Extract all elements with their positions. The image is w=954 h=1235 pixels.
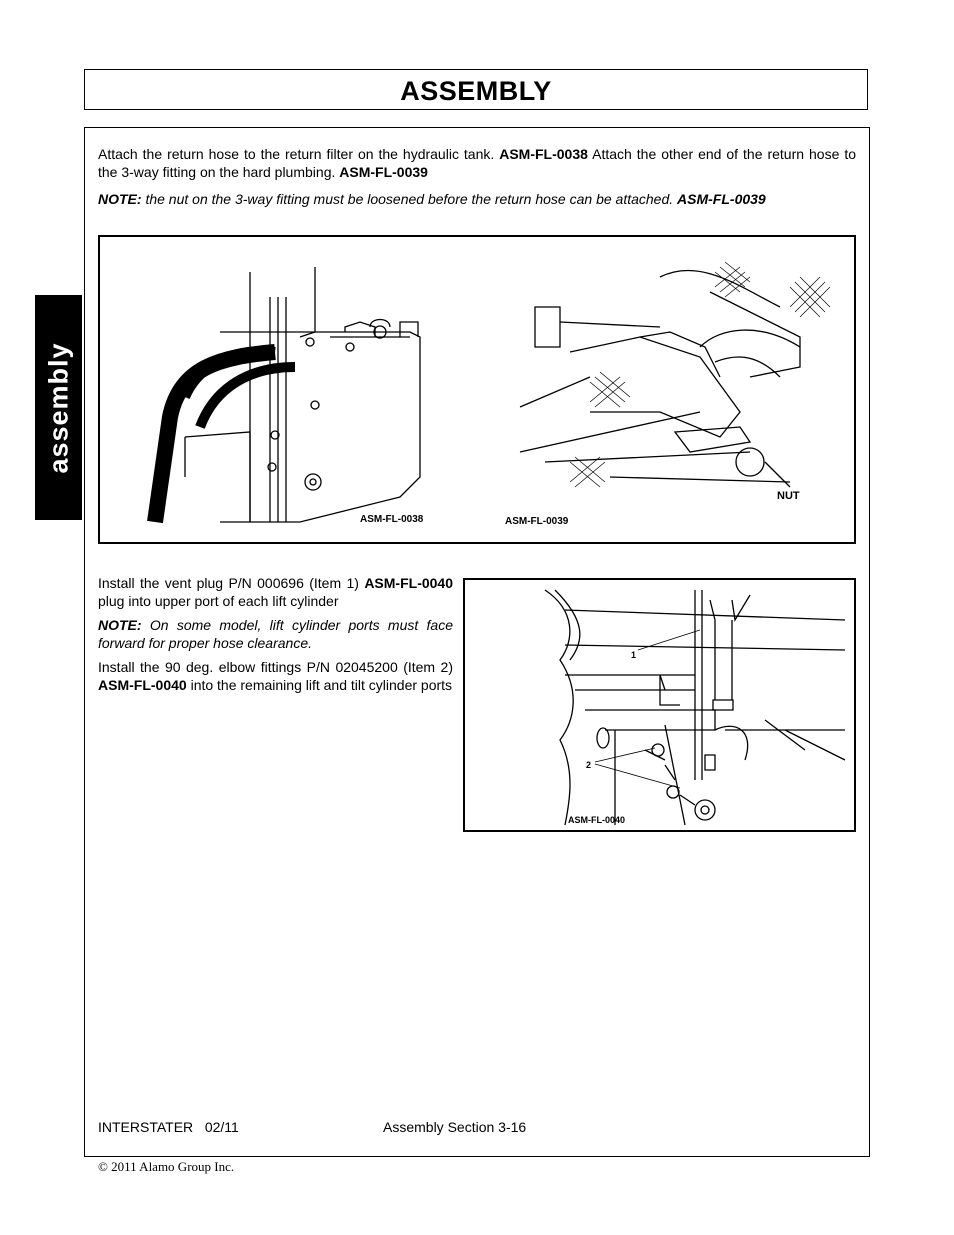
instruction-paragraph-3 — [98, 658, 453, 694]
figure-1-right-label: ASM-FL-0039 — [505, 516, 569, 527]
section-side-tab — [35, 295, 82, 520]
item-1-callout: 1 — [631, 650, 637, 660]
note2-label: NOTE: — [98, 617, 142, 633]
figure-lift-cylinder — [463, 578, 856, 832]
figure-2-label: ASM-FL-0040 — [568, 815, 626, 825]
note1-ref: ASM-FL-0039 — [677, 191, 766, 207]
figure-hydraulic-hose — [98, 235, 856, 544]
para1-text-a: Attach the return hose to the return filter on the hydraulic tank. — [98, 146, 500, 162]
note1-label: NOTE: — [98, 191, 142, 207]
nut-callout-label: NUT — [777, 490, 800, 502]
para3-text-b: into the remaining lift and tilt cylinder ports — [186, 677, 453, 693]
footer-section-page: Assembly Section 3-16 — [383, 1119, 527, 1135]
cylinder-instructions — [98, 574, 453, 700]
note2-text: On some model, lift cylinder ports must face forward for proper hose clearance. — [98, 617, 453, 651]
instruction-paragraph-2 — [98, 574, 453, 610]
figure-1-left-label: ASM-FL-0038 — [360, 514, 424, 525]
para2-ref: ASM-FL-0040 — [364, 575, 453, 591]
para1-text-b: Attach the other end of the return hose to the 3-way fitting on the hard plumbing. — [98, 146, 856, 180]
item-2-callout: 2 — [586, 760, 592, 770]
para1-ref-a: ASM-FL-0038 — [499, 146, 588, 162]
para1-ref-b: ASM-FL-0039 — [339, 164, 428, 180]
copyright-notice: © 2011 Alamo Group Inc. — [98, 1159, 235, 1174]
note-paragraph-1 — [98, 190, 856, 208]
instruction-paragraph-1 — [98, 145, 856, 181]
figure-2-illustration — [465, 580, 854, 830]
figure-1-illustration — [100, 237, 854, 542]
page-title: ASSEMBLY — [400, 76, 552, 106]
para2-text-b: plug into upper port of each lift cylinder — [98, 593, 339, 609]
note1-text: the nut on the 3-way fitting must be loosened before the return hose can be attached. — [141, 191, 678, 207]
side-tab-label: assembly — [43, 341, 73, 474]
para3-ref: ASM-FL-0040 — [98, 677, 187, 693]
note-paragraph-2 — [98, 616, 453, 652]
para3-text-a: Install the 90 deg. elbow fittings P/N 02045200 (Item 2) — [98, 659, 453, 675]
para2-text-a: Install the vent plug P/N 000696 (Item 1) — [98, 575, 365, 591]
footer-model-date: INTERSTATER 02/11 — [98, 1119, 239, 1135]
